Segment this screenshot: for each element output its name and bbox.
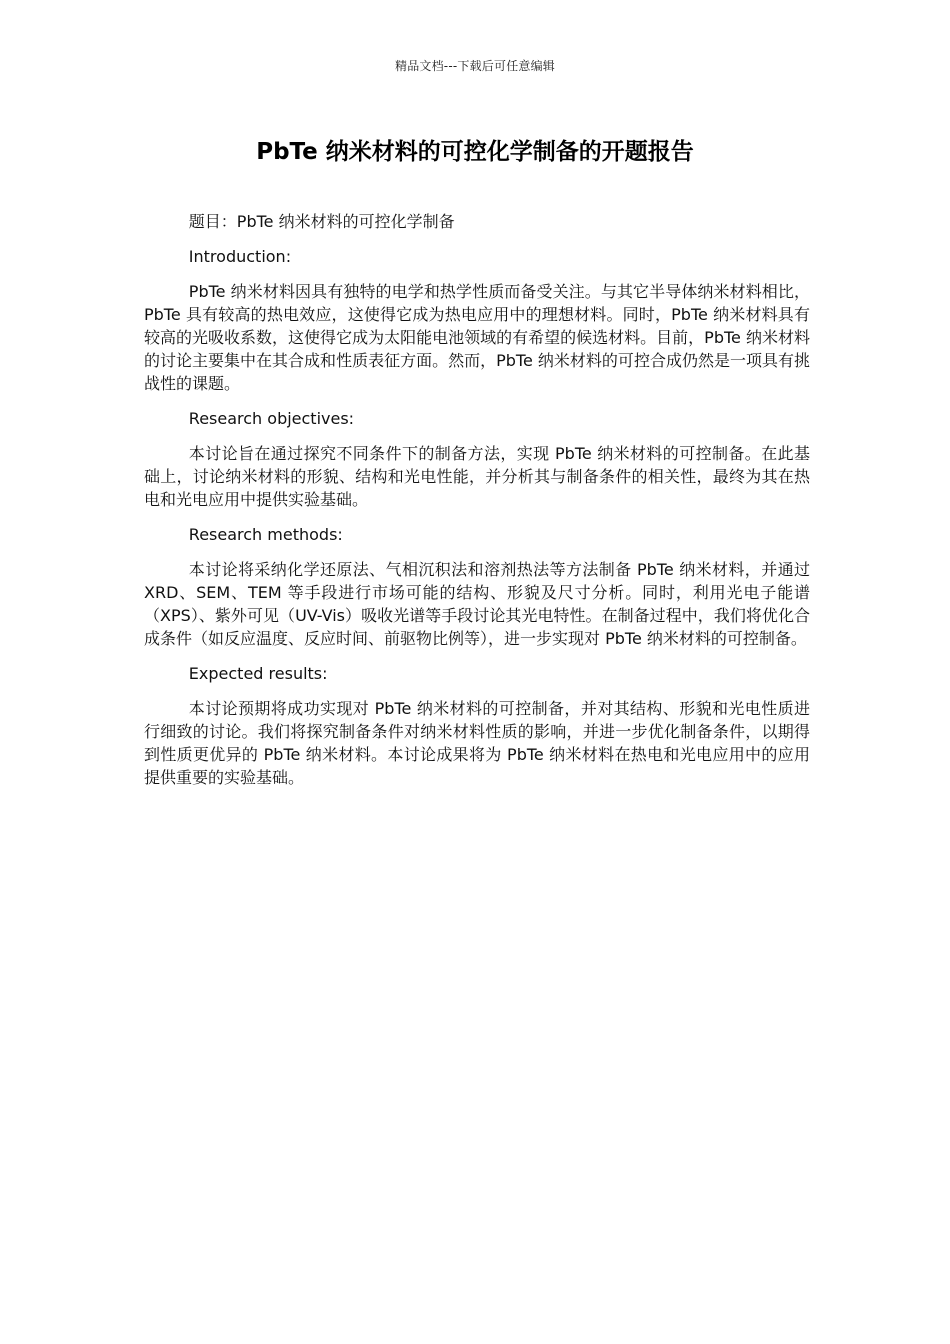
section-heading-introduction: Introduction: bbox=[188, 247, 292, 266]
subject-line: 题目：PbTe 纳米材料的可控化学制备 bbox=[188, 212, 455, 231]
section-heading-results: Expected results: bbox=[188, 664, 328, 683]
header-note: 精品文档---下载后可任意编辑 bbox=[395, 59, 555, 73]
document-title: PbTe 纳米材料的可控化学制备的开题报告 bbox=[256, 139, 694, 165]
section-body-introduction: PbTe 纳米材料因具有独特的电学和热学性质而备受关注。与其它半导体纳米材料相比，PbTe 具有较高的热电效应，这使得它成为热电应用中的理想材料。同时，PbTe 纳米材料具有较高的光吸收系数，这使得它成为太阳能电池领域的有希望的候选材料。目前，PbTe 纳米材料的讨论主要集中在其合成和性质表征方面。然而，PbTe 纳米材料的可控合成仍然是一项具有挑战性的课题。 bbox=[144, 282, 810, 393]
section-heading-methods: Research methods: bbox=[188, 525, 343, 544]
document-body bbox=[144, 210, 810, 801]
section-heading-objectives: Research objectives: bbox=[188, 409, 355, 428]
section-body-results: 本讨论预期将成功实现对 PbTe 纳米材料的可控制备，并对其结构、形貌和光电性质进行细致的讨论。我们将探究制备条件对纳米材料性质的影响，并进一步优化制备条件，以期得到性质更优异的 PbTe 纳米材料。本讨论成果将为 PbTe 纳米材料在热电和光电应用中的应用提供重要的实验基础。 bbox=[144, 699, 810, 787]
section-body-objectives: 本讨论旨在通过探究不同条件下的制备方法，实现 PbTe 纳米材料的可控制备。在此基础上，讨论纳米材料的形貌、结构和光电性能，并分析其与制备条件的相关性，最终为其在热电和光电应用中提供实验基础。 bbox=[144, 444, 810, 509]
section-body-methods: 本讨论将采纳化学还原法、气相沉积法和溶剂热法等方法制备 PbTe 纳米材料，并通过 XRD、SEM、TEM 等手段进行市场可能的结构、形貌及尺寸分析。同时，利用光电子能谱（XPS）、紫外可见（UV-Vis）吸收光谱等手段讨论其光电特性。在制备过程中，我们将优化合成条件（如反应温度、反应时间、前驱物比例等），进一步实现对 PbTe 纳米材料的可控制备。 bbox=[144, 560, 810, 648]
